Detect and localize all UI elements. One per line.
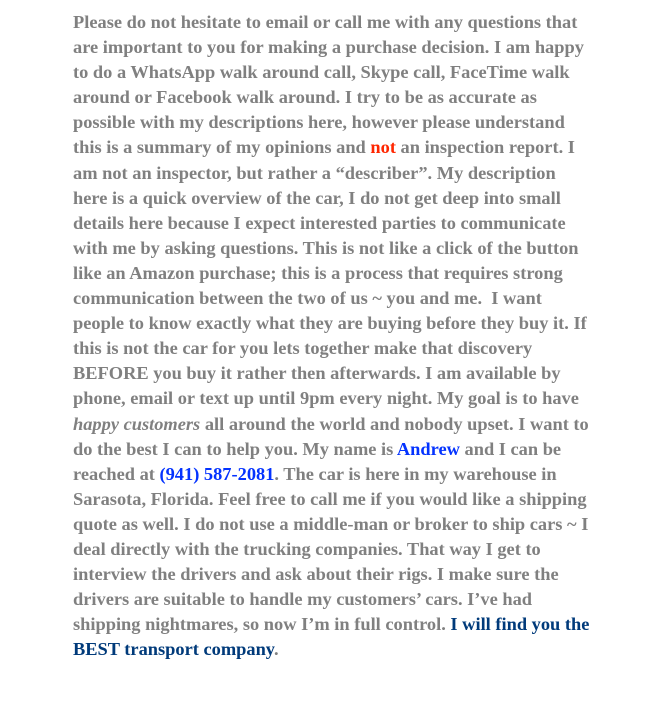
shipping-text: . The car is here in my warehouse in Sarasota, Florida. Feel free to call me if you would like a shipping quote as well. I do not use a middle-man or broker to ship cars ~ I deal directly with the trucking companies. That way I get to interview the drivers and ask about their rigs. I make sure the drivers are suitable to handle my customers’ cars. I’ve had shipping nightmares, so now I’m in full control. [73,463,589,635]
inspection-text: an inspection report. I am not an inspector, but rather a “describer”. My description here is a quick overview of the car, I do not get deep into small details here because I expect interested parties to communicate with me by asking questions. This is not like a click of the button like an Amazon purchase; this is a process that requires strong communication between the two of us ~ you and me. I want people to know exactly what they are buying before they buy it. If this is not the car for you lets together make that discovery BEFORE you buy it rather then afterwards. I am available by phone, email or text up until 9pm every night. My goal is to have [73,137,587,409]
seller-description [73,10,593,662]
intro-text: Please do not hesitate to email or call me with any questions that are important to you for making a purchase decision. I am happy to do a WhatsApp walk around call, Skype call, FaceTime walk around or Facebook walk around. I try to be as accurate as possible with my descriptions here, however please understand this is a summary of my opinions and [73,12,584,158]
happy-customers-text: happy customers [73,413,201,434]
reached-at-text: and I can be reached at [73,438,562,484]
final-period: . [273,639,279,660]
phone-number-link[interactable]: (941) 587-2081 [159,463,275,484]
seller-name-link[interactable]: Andrew [396,438,460,459]
not-emphasis: not [370,137,396,158]
goal-text: all around the world and nobody upset. I want to do the best I can to help you. My name is [73,413,589,459]
best-transport-text: I will find you the BEST transport company [73,614,590,660]
